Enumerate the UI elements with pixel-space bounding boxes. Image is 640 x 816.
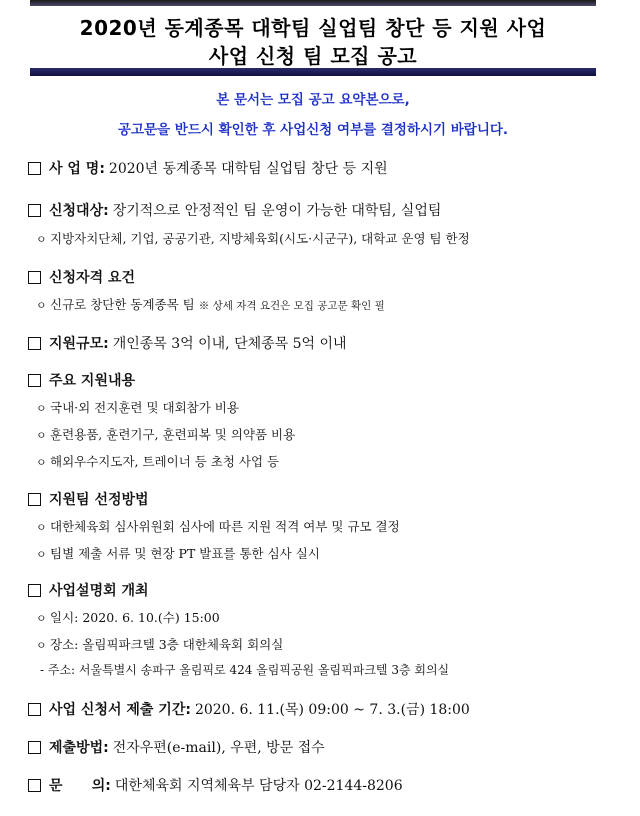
section-label: 신청자격 요건 (49, 270, 136, 286)
section-label: 사 업 명: (49, 161, 105, 177)
list-item-text: 장소: 올림픽파크텔 3층 대한체육회 회의실 (50, 637, 284, 652)
list-item-text: 일시: 2020. 6. 10.(수) 15:00 (50, 610, 220, 625)
title-bottom-rule (30, 68, 596, 76)
checkbox-icon (28, 337, 41, 350)
checkbox-icon (28, 779, 41, 792)
list-item (36, 425, 295, 443)
section-label: 제출방법: (49, 740, 109, 756)
section-eligibility (28, 267, 135, 287)
title-line-2: 사업 신청 팀 모집 공고 (208, 44, 418, 68)
section-text: 개인종목 3억 이내, 단체종목 5억 이내 (112, 336, 347, 352)
list-item-text: 지방자치단체, 기업, 공공기관, 지방체육회(시도·시군구), 대학교 운영 팀 한정 (50, 231, 470, 246)
notice-line-1: 본 문서는 모집 공고 요약본으로, (216, 92, 410, 108)
bullet-icon: ㅇ (36, 402, 47, 415)
section-label: 사업 신청서 제출 기간: (49, 702, 191, 718)
section-label: 지원규모: (49, 336, 109, 352)
checkbox-icon (28, 374, 41, 387)
checkbox-icon (28, 493, 41, 506)
bullet-icon: ㅇ (36, 521, 47, 534)
checkbox-icon (28, 584, 41, 597)
section-label: 문 의: (49, 778, 111, 794)
section-project-name (28, 158, 388, 178)
bullet-icon: ㅇ (36, 429, 47, 442)
list-item-text: 국내·외 전지훈련 및 대회참가 비용 (50, 400, 239, 415)
section-method (28, 737, 325, 757)
notice-line-2: 공고문을 반드시 확인한 후 사업신청 여부를 결정하시기 바랍니다. (117, 122, 509, 138)
section-period (28, 699, 470, 719)
list-item (36, 452, 279, 470)
list-item (36, 608, 220, 626)
list-item (36, 295, 385, 313)
section-briefing (28, 580, 149, 600)
bullet-icon: ㅇ (36, 612, 47, 625)
section-label: 사업설명회 개최 (49, 583, 149, 599)
section-text: 2020년 동계종목 대학팀 실업팀 창단 등 지원 (108, 161, 388, 177)
list-item-text: 신규로 창단한 동계종목 팀 (50, 297, 195, 312)
checkbox-icon (28, 741, 41, 754)
address-line: - 주소: 서울특별시 송파구 올림픽로 424 올림픽공원 올림픽파크텔 3층 회의실 (40, 663, 450, 677)
bullet-icon: ㅇ (36, 639, 47, 652)
section-label: 신청대상: (49, 203, 109, 219)
list-item (36, 635, 283, 653)
section-selection (28, 489, 149, 509)
list-item (36, 398, 239, 416)
list-item (36, 517, 400, 535)
bullet-icon: ㅇ (36, 299, 47, 312)
title-top-rule (30, 0, 596, 6)
section-label: 지원팀 선정방법 (49, 492, 149, 508)
list-item-text: 팀별 제출 서류 및 현장 PT 발표를 통한 심사 실시 (50, 546, 320, 561)
checkbox-icon (28, 162, 41, 175)
checkbox-icon (28, 271, 41, 284)
section-support (28, 370, 135, 390)
bullet-icon: ㅇ (36, 548, 47, 561)
list-item-text: 대한체육회 심사위원회 심사에 따른 지원 적격 여부 및 규모 결정 (50, 519, 400, 534)
list-item (36, 544, 320, 562)
bullet-icon: ㅇ (36, 233, 47, 246)
note-text: ※ 상세 자격 요건은 모집 공고문 확인 필 (198, 300, 385, 312)
list-item-text: 훈련용품, 훈련기구, 훈련피복 및 의약품 비용 (50, 427, 296, 442)
section-text: 장기적으로 안정적인 팀 운영이 가능한 대학팀, 실업팀 (112, 203, 442, 219)
section-target (28, 200, 441, 220)
section-text: 대한체육회 지역체육부 담당자 02-2144-8206 (114, 778, 403, 794)
list-item (36, 229, 470, 247)
title-line-1: 2020년 동계종목 대학팀 실업팀 창단 등 지원 사업 (79, 16, 547, 40)
bullet-icon: ㅇ (36, 456, 47, 469)
checkbox-icon (28, 204, 41, 217)
section-label: 주요 지원내용 (49, 373, 136, 389)
section-text: 2020. 6. 11.(목) 09:00 ~ 7. 3.(금) 18:00 (194, 702, 470, 718)
section-scale (28, 333, 347, 353)
section-text: 전자우편(e-mail), 우편, 방문 접수 (112, 740, 325, 756)
section-contact (28, 775, 403, 795)
list-item-text: 해외우수지도자, 트레이너 등 초청 사업 등 (50, 454, 280, 469)
checkbox-icon (28, 703, 41, 716)
